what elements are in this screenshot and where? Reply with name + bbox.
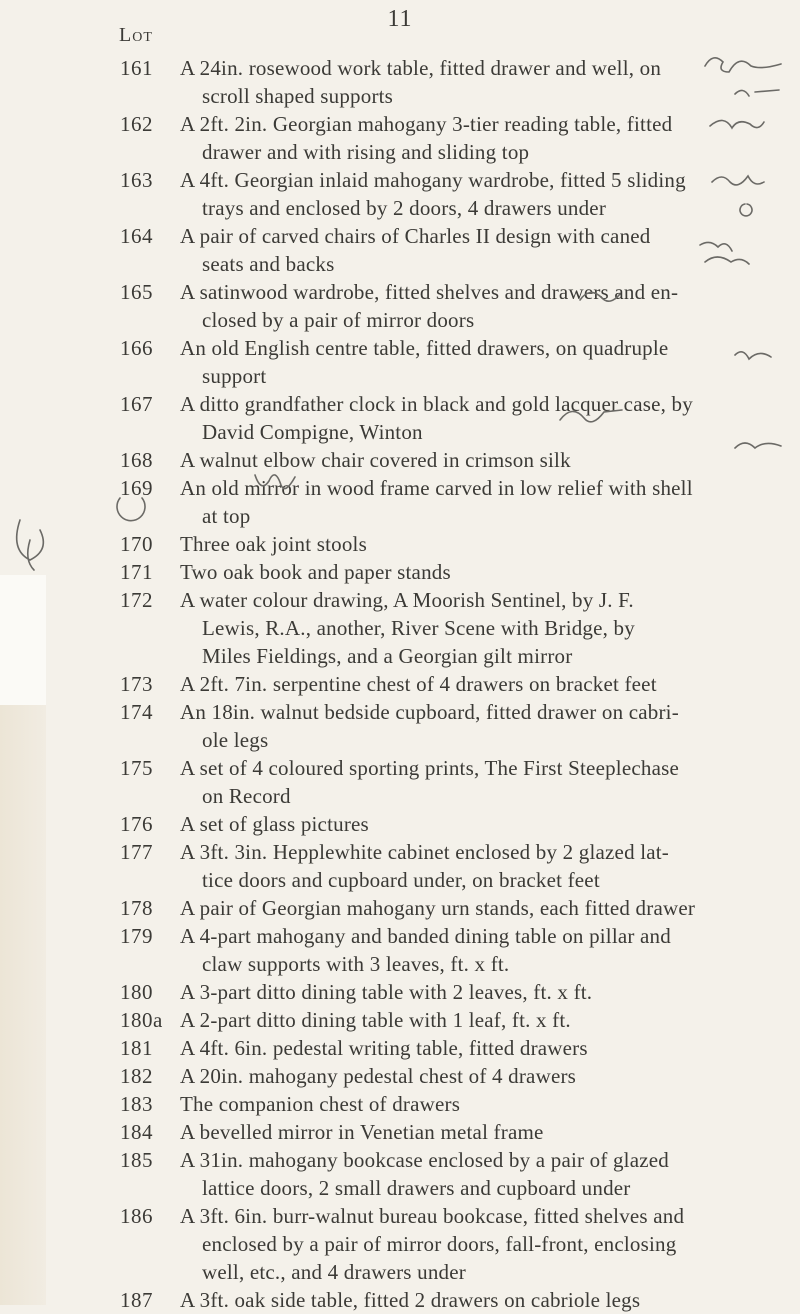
lot-row [0, 894, 800, 922]
lot-description-line: A walnut elbow chair covered in crimson silk [180, 448, 571, 472]
lot-description [180, 922, 780, 978]
lot-number: 175 [120, 756, 153, 780]
lot-description-line: A 4-part mahogany and banded dining table on pillar and [180, 924, 671, 948]
lot-description-line: A pair of Georgian mahogany urn stands, each fitted drawer [180, 896, 696, 920]
lot-description [180, 1006, 780, 1034]
lot-description [180, 810, 780, 838]
lot-number: 178 [120, 896, 153, 920]
lot-description [180, 558, 780, 586]
lot-description [180, 54, 780, 110]
lot-description-line: ole legs [202, 728, 269, 752]
lot-description-line: support [202, 364, 267, 388]
lot-description-line: David Compigne, Winton [202, 420, 423, 444]
lot-description [180, 222, 780, 278]
lot-description-line: trays and enclosed by 2 doors, 4 drawers under [202, 196, 607, 220]
lot-number: 174 [120, 700, 153, 724]
lot-description [180, 698, 780, 754]
lot-description-line: tice doors and cupboard under, on bracket feet [202, 868, 600, 892]
lot-description [180, 1202, 780, 1286]
lot-number: 166 [120, 336, 153, 360]
lot-description-line: scroll shaped supports [202, 84, 394, 108]
lot-row [0, 474, 800, 530]
lot-row [0, 670, 800, 698]
lot-description [180, 754, 780, 810]
lot-description-line: A set of glass pictures [180, 812, 369, 836]
lot-description [180, 390, 780, 446]
lot-description-line: A 2ft. 2in. Georgian mahogany 3-tier reading table, fitted [180, 112, 673, 136]
lot-description [180, 1034, 780, 1062]
lot-number: 171 [120, 560, 153, 584]
lot-row [0, 922, 800, 978]
lot-number: 181 [120, 1036, 153, 1060]
lot-number: 161 [120, 56, 153, 80]
lot-description-line: An old English centre table, fitted drawers, on quadruple [180, 336, 669, 360]
lot-description [180, 838, 780, 894]
lot-number: 182 [120, 1064, 153, 1088]
lot-row [0, 1034, 800, 1062]
lot-row [0, 222, 800, 278]
lot-description-line: Two oak book and paper stands [180, 560, 451, 584]
lot-number: 180a [120, 1008, 163, 1032]
lot-description [180, 474, 780, 530]
lot-number: 163 [120, 168, 153, 192]
lot-description [180, 978, 780, 1006]
lot-description-line: Miles Fieldings, and a Georgian gilt mirror [202, 644, 573, 668]
lot-number: 183 [120, 1092, 153, 1116]
lot-description-line: An old mirror in wood frame carved in low relief with shell [180, 476, 693, 500]
lot-row [0, 1006, 800, 1034]
lot-number: 177 [120, 840, 153, 864]
lot-row [0, 1118, 800, 1146]
lot-row [0, 838, 800, 894]
lot-description [180, 1062, 780, 1090]
lot-description [180, 1118, 780, 1146]
lot-number: 169 [120, 476, 153, 500]
lot-description-line: Lewis, R.A., another, River Scene with Bridge, by [202, 616, 635, 640]
lot-description-line: A 2-part ditto dining table with 1 leaf, ft. x ft. [180, 1008, 571, 1032]
lot-number: 168 [120, 448, 153, 472]
lot-description-line: lattice doors, 2 small drawers and cupboard under [202, 1176, 631, 1200]
lot-description-line: A set of 4 coloured sporting prints, The First Steeplechase [180, 756, 679, 780]
lot-description-line: A water colour drawing, A Moorish Sentinel, by J. F. [180, 588, 634, 612]
lot-description [180, 530, 780, 558]
lot-row [0, 54, 800, 110]
lot-row [0, 1202, 800, 1286]
lot-description [180, 894, 780, 922]
lot-number: 186 [120, 1204, 153, 1228]
lot-row [0, 586, 800, 670]
lot-description-line: closed by a pair of mirror doors [202, 308, 475, 332]
lot-description-line: A 24in. rosewood work table, fitted drawer and well, on [180, 56, 662, 80]
lot-description-line: A satinwood wardrobe, fitted shelves and drawers and en- [180, 280, 679, 304]
lot-description-line: A 20in. mahogany pedestal chest of 4 drawers [180, 1064, 577, 1088]
lot-description-line: A 3-part ditto dining table with 2 leaves, ft. x ft. [180, 980, 593, 1004]
lot-description-line: A 3ft. oak side table, fitted 2 drawers on cabriole legs [180, 1288, 641, 1312]
lot-row [0, 166, 800, 222]
lot-row [0, 1286, 800, 1314]
lot-description-line: A 4ft. Georgian inlaid mahogany wardrobe, fitted 5 sliding [180, 168, 686, 192]
lot-description-line: A 4ft. 6in. pedestal writing table, fitted drawers [180, 1036, 588, 1060]
lot-description [180, 586, 780, 670]
lot-description-line: Three oak joint stools [180, 532, 367, 556]
lot-row [0, 278, 800, 334]
lot-number: 172 [120, 588, 153, 612]
lot-row [0, 1146, 800, 1202]
lot-number: 162 [120, 112, 153, 136]
lot-description-line: A pair of carved chairs of Charles II design with caned [180, 224, 651, 248]
lot-row [0, 698, 800, 754]
lot-row [0, 810, 800, 838]
lot-row [0, 1062, 800, 1090]
lot-description-line: An 18in. walnut bedside cupboard, fitted drawer on cabri- [180, 700, 679, 724]
lot-description [180, 1090, 780, 1118]
lot-number: 185 [120, 1148, 153, 1172]
lot-description [180, 110, 780, 166]
lot-number: 179 [120, 924, 153, 948]
lot-description-line: at top [202, 504, 251, 528]
lot-description-line: seats and backs [202, 252, 335, 276]
lot-number: 167 [120, 392, 153, 416]
lot-number: 170 [120, 532, 153, 556]
lot-row [0, 390, 800, 446]
lot-row [0, 334, 800, 390]
lot-description [180, 670, 780, 698]
lot-number: 184 [120, 1120, 153, 1144]
lot-description [180, 278, 780, 334]
lot-number: 164 [120, 224, 153, 248]
lot-column-header: Lot [119, 24, 153, 46]
lot-description [180, 166, 780, 222]
lot-description-line: The companion chest of drawers [180, 1092, 461, 1116]
page-number: 11 [387, 6, 413, 32]
lot-number: 180 [120, 980, 153, 1004]
lot-row [0, 530, 800, 558]
lot-row [0, 446, 800, 474]
lot-number: 173 [120, 672, 153, 696]
lot-description-line: on Record [202, 784, 291, 808]
lot-description-line: enclosed by a pair of mirror doors, fall-front, enclosing [202, 1232, 677, 1256]
lot-list [0, 54, 800, 1314]
lot-description-line: A ditto grandfather clock in black and gold lacquer case, by [180, 392, 693, 416]
lot-number: 187 [120, 1288, 153, 1312]
lot-description-line: drawer and with rising and sliding top [202, 140, 530, 164]
lot-row [0, 978, 800, 1006]
lot-description [180, 334, 780, 390]
lot-description [180, 1286, 780, 1314]
lot-description-line: A bevelled mirror in Venetian metal frame [180, 1120, 544, 1144]
lot-description-line: A 2ft. 7in. serpentine chest of 4 drawers on bracket feet [180, 672, 657, 696]
lot-description [180, 446, 780, 474]
lot-row [0, 110, 800, 166]
lot-row [0, 1090, 800, 1118]
lot-row [0, 558, 800, 586]
lot-row [0, 754, 800, 810]
lot-description-line: A 31in. mahogany bookcase enclosed by a pair of glazed [180, 1148, 669, 1172]
lot-number: 165 [120, 280, 153, 304]
lot-description [180, 1146, 780, 1202]
lot-number: 176 [120, 812, 153, 836]
lot-description-line: claw supports with 3 leaves, ft. x ft. [202, 952, 510, 976]
lot-description-line: A 3ft. 6in. burr-walnut bureau bookcase, fitted shelves and [180, 1204, 685, 1228]
lot-description-line: A 3ft. 3in. Hepplewhite cabinet enclosed by 2 glazed lat- [180, 840, 669, 864]
lot-description-line: well, etc., and 4 drawers under [202, 1260, 466, 1284]
